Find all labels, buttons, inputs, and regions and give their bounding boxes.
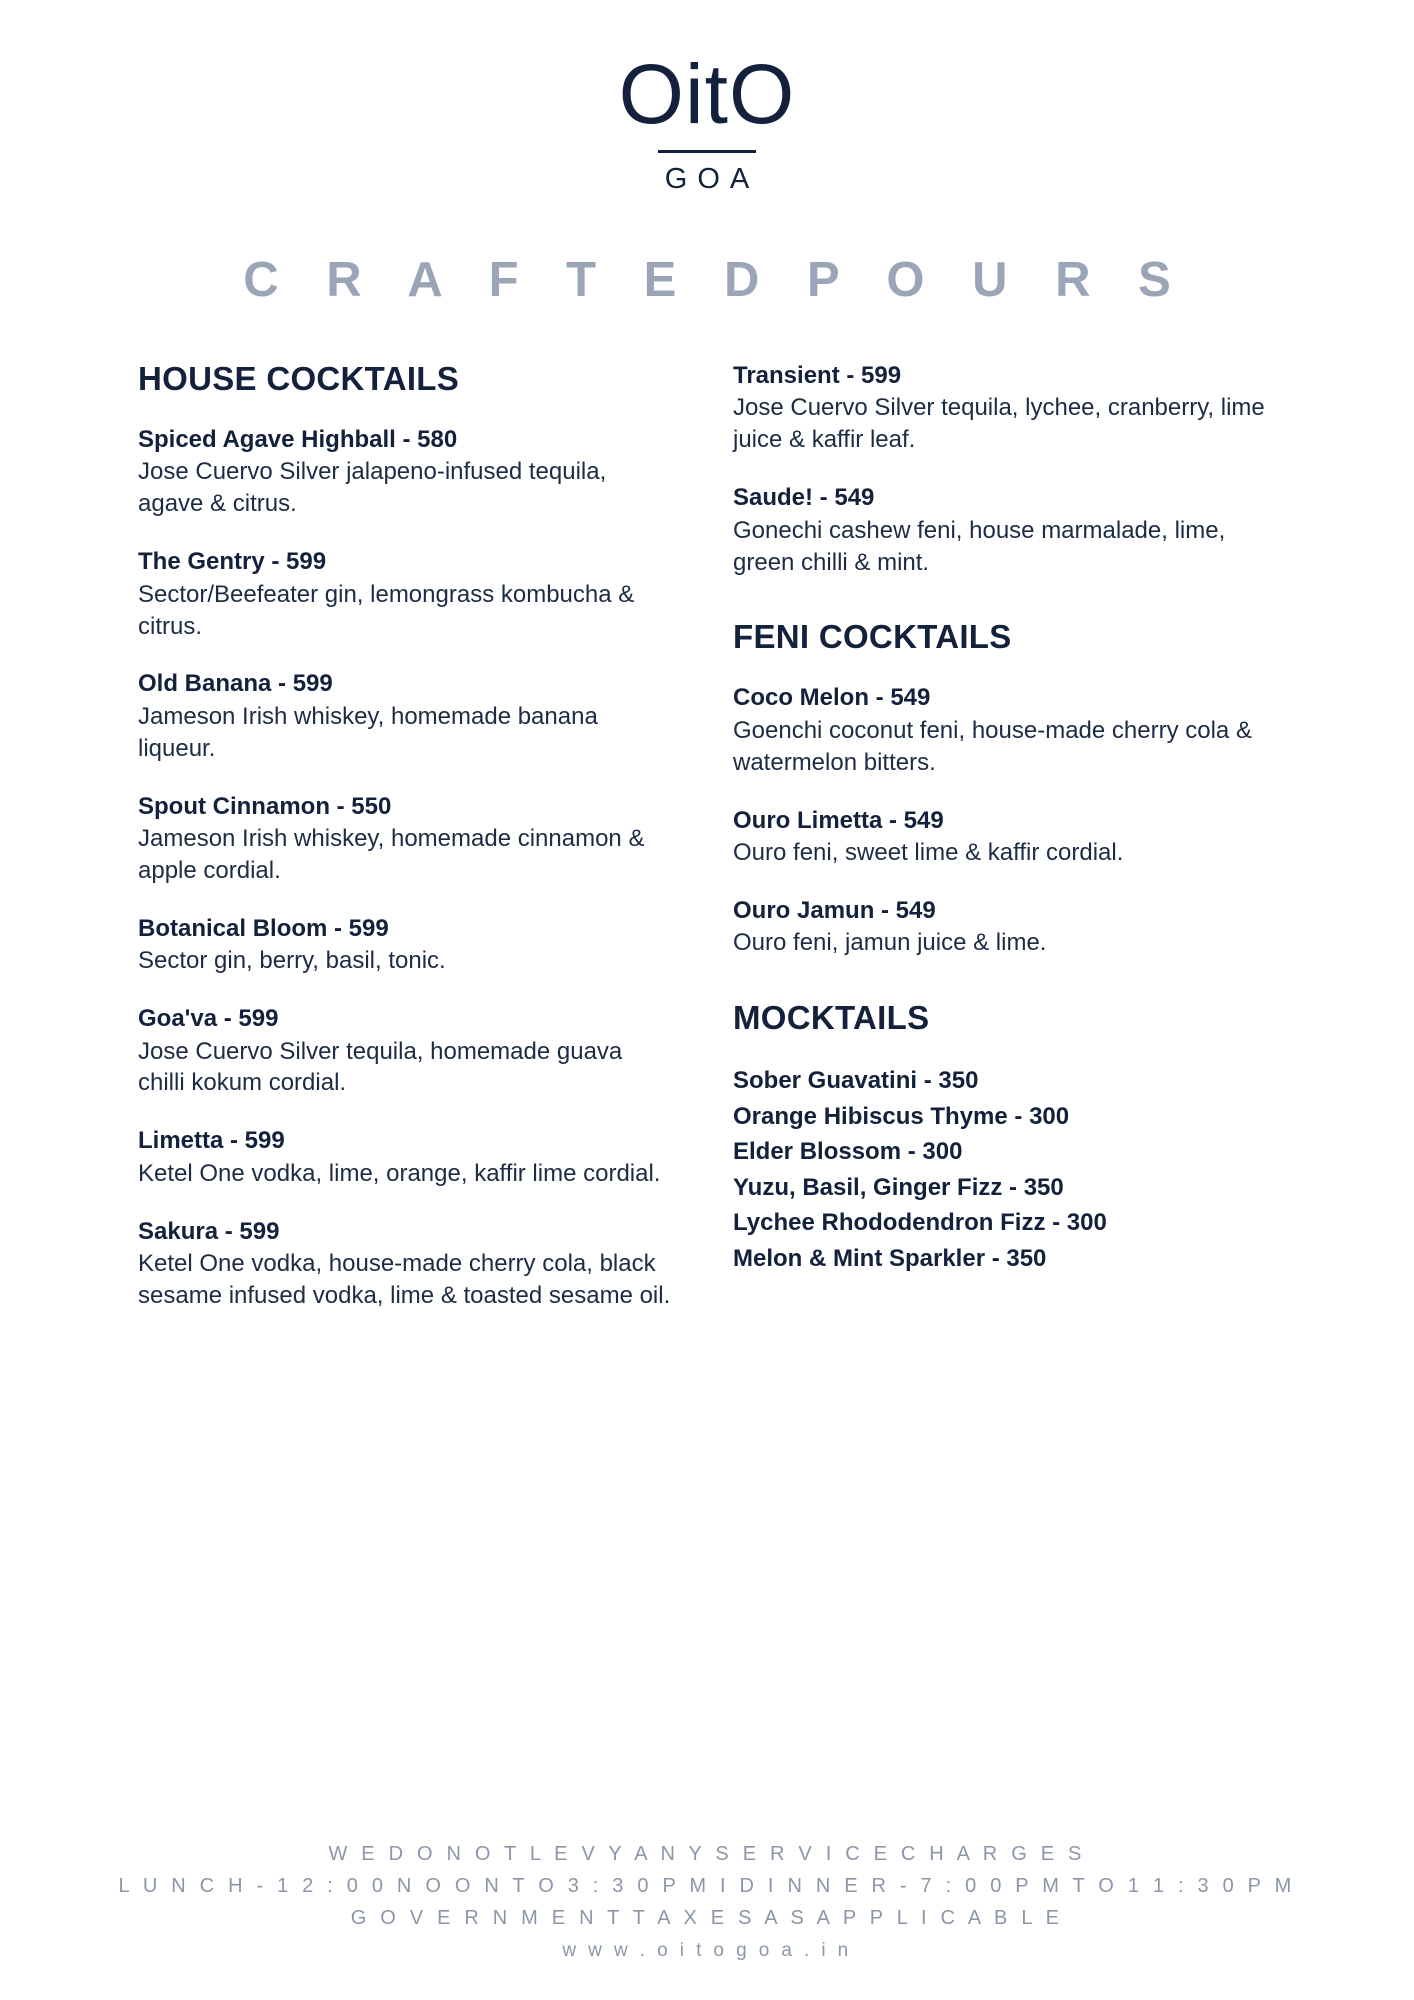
- menu-item: [138, 1003, 673, 1099]
- menu-item: [733, 482, 1278, 578]
- menu-item-description: Sector gin, berry, basil, tonic.: [138, 947, 446, 975]
- menu-item-description: Ketel One vodka, lime, orange, kaffir lime cordial.: [138, 1159, 661, 1187]
- section-heading-feni-cocktails: FENI COCKTAILS: [733, 618, 1012, 656]
- menu-item-description: Gonechi cashew feni, house marmalade, lime, green chilli & mint.: [733, 516, 1226, 576]
- menu-item-title: Limetta - 599: [138, 1127, 285, 1155]
- left-column: [138, 360, 673, 1338]
- list-item: Sober Guavatini - 350: [733, 1067, 979, 1095]
- menu-item-description: Ouro feni, sweet lime & kaffir cordial.: [733, 839, 1124, 866]
- logo-wordmark: OitO: [618, 47, 796, 141]
- menu-item: [138, 1125, 673, 1189]
- menu-item-description: Jameson Irish whiskey, homemade cinnamon & apple cordial.: [138, 825, 645, 884]
- list-item: Melon & Mint Sparkler - 350: [733, 1244, 1047, 1272]
- logo-subtitle: GOA: [664, 163, 760, 195]
- menu-item-description: Sector/Beefeater gin, lemongrass kombucha & citrus.: [138, 580, 635, 640]
- menu-item: [733, 895, 1278, 959]
- list-item: Elder Blossom - 300: [733, 1138, 963, 1166]
- footer-taxes-note: G O V E R N M E N T T A X E S A S A P P L I C A B L E: [350, 1907, 1064, 1929]
- menu-item-title: Ouro Jamun - 549: [733, 896, 936, 924]
- menu-item-title: Old Banana - 599: [138, 670, 333, 698]
- menu-item: [138, 668, 673, 764]
- menu-item-description: Jose Cuervo Silver tequila, homemade guava chilli kokum cordial.: [138, 1037, 623, 1097]
- menu-item: [138, 424, 673, 520]
- menu-item: [138, 546, 673, 642]
- menu-item-description: Jose Cuervo Silver jalapeno-infused tequila, agave & citrus.: [138, 458, 607, 518]
- footer-website: w w w . o i t o g o a . i n: [562, 1940, 852, 1961]
- menu-item-description: Goenchi coconut feni, house-made cherry cola & watermelon bitters.: [733, 716, 1252, 776]
- menu-item-title: Sakura - 599: [138, 1217, 280, 1245]
- menu-item-title: Transient - 599: [733, 362, 902, 389]
- menu-item: [138, 1216, 673, 1312]
- menu-item-title: Botanical Bloom - 599: [138, 914, 389, 942]
- menu-item: [733, 360, 1278, 456]
- menu-item: [733, 682, 1278, 778]
- menu-item-title: The Gentry - 599: [138, 548, 327, 576]
- menu-item: [733, 805, 1278, 869]
- right-column: [733, 360, 1278, 1276]
- page-footer: [0, 1838, 1414, 1962]
- menu-item-title: Coco Melon - 549: [733, 684, 931, 712]
- menu-columns: [0, 360, 1414, 1338]
- menu-item: [138, 791, 673, 887]
- page-title: C R A F T E D P O U R S: [243, 253, 1188, 307]
- menu-item-title: Ouro Limetta - 549: [733, 806, 944, 834]
- menu-item-title: Spout Cinnamon - 550: [138, 792, 392, 820]
- menu-item-title: Spiced Agave Highball - 580: [138, 426, 458, 453]
- footer-hours: L U N C H - 1 2 : 0 0 N O O N T O 3 : 3 0 P M I D I N N E R - 7 : 0 0 P M T O 1 1 : 3 0 P M: [118, 1875, 1296, 1897]
- brand-logo: [0, 47, 1414, 196]
- menu-item-title: Goa'va - 599: [138, 1005, 279, 1033]
- menu-item-title: Saude! - 549: [733, 484, 875, 512]
- list-item: Yuzu, Basil, Ginger Fizz - 350: [733, 1173, 1064, 1201]
- menu-item-description: Ketel One vodka, house-made cherry cola, black sesame infused vodka, lime & toasted sesame oil.: [138, 1250, 671, 1309]
- section-heading-mocktails: MOCKTAILS: [733, 999, 930, 1037]
- menu-item: [138, 913, 673, 977]
- mocktails-list: [733, 1063, 1278, 1276]
- footer-service-charge-note: W E D O N O T L E V Y A N Y S E R V I C E C H A R G E S: [328, 1843, 1086, 1865]
- logo-divider: [658, 150, 756, 153]
- section-heading-house-cocktails: HOUSE COCKTAILS: [138, 360, 460, 397]
- menu-item-description: Jameson Irish whiskey, homemade banana liqueur.: [138, 702, 598, 762]
- list-item: Orange Hibiscus Thyme - 300: [733, 1102, 1070, 1130]
- menu-item-description: Ouro feni, jamun juice & lime.: [733, 929, 1047, 957]
- list-item: Lychee Rhododendron Fizz - 300: [733, 1209, 1107, 1237]
- menu-item-description: Jose Cuervo Silver tequila, lychee, cranberry, lime juice & kaffir leaf.: [733, 394, 1265, 454]
